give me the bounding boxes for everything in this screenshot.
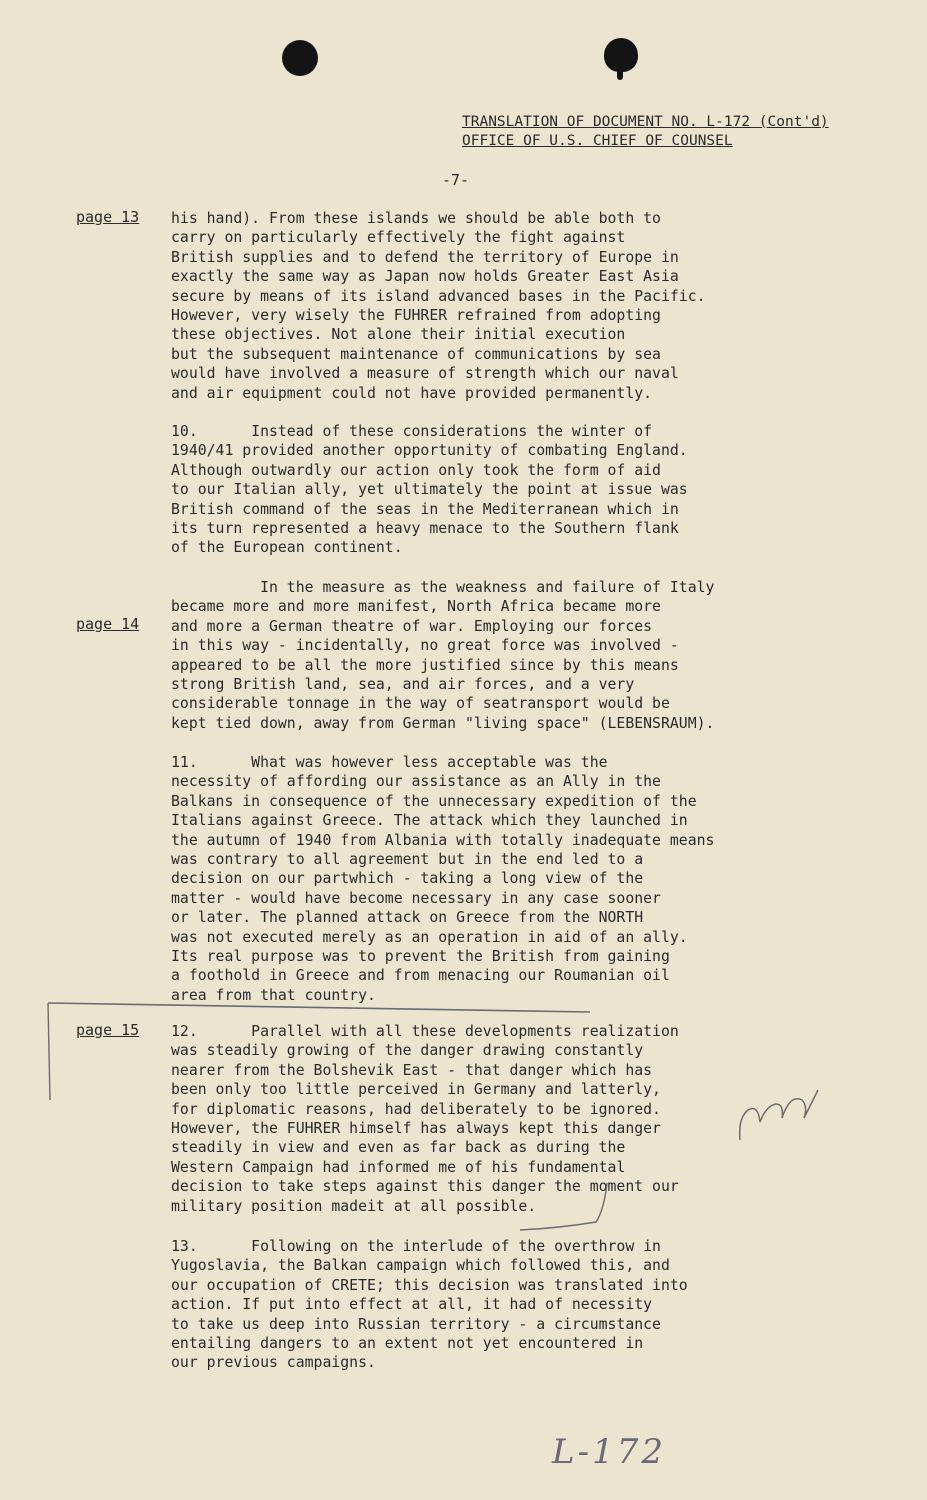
margin-ref-page-14: page 14 [76,615,140,633]
paragraph-10-continued: In the measure as the weakness and failure of Italy became more and more manifest, North Africa became more and more a German theatre of war. Employing our forces in this way - incidentally, no great force was involved - appeared to be all the more justified since by this means strong British land, sea, and air forces, and a very considerable tonnage in the way of seatransport would be kept tied down, away from German "living space" (LEBENSRAUM). [171,579,715,732]
margin-ref-page-13: page 13 [76,208,140,226]
margin-ref-page-15: page 15 [76,1021,140,1039]
paragraph-10: 10. Instead of these considerations the winter of 1940/41 provided another opportunity of combating England. Although outwardly our action only took the form of aid to our Italian ally, yet ultimately the point at issue was British command of the seas in the Mediterranean which in its turn represented a heavy menace to the Southern flank of the European continent. [171,423,688,557]
handwritten-document-number: L-172 [552,1432,666,1472]
paragraph-11: 11. What was however less acceptable was the necessity of affording our assistance as an Ally in the Balkans in consequence of the unnecessary expedition of the Italians against Greece. The attack which they launched in the autumn of 1940 from Albania with totally inadequate means was contrary to all agreement but in the end led to a decision on our partwhich - taking a long view of the matter - would have become necessary in any case sooner or later. The planned attack on Greece from the NORTH was not executed merely as an operation in aid of an ally. Its real purpose was to prevent the British from gaining a foothold in Greece and from menacing our Roumanian oil area from that country. [171,754,715,1004]
header-office-line: OFFICE OF U.S. CHIEF OF COUNSEL [462,133,733,149]
page-number: -7- [442,171,470,189]
paragraph-13: 13. Following on the interlude of the overthrow in Yugoslavia, the Balkan campaign which followed this, and our occupation of CRETE; this decision was translated into action. If put into effect at all, it had of necessity to take us deep into Russian territory - a circumstance entailing dangers to an extent not yet encountered in our previous campaigns. [171,1238,688,1372]
paragraph-intro: his hand). From these islands we should be able both to carry on particularly effectively the fight against British supplies and to defend the territory of Europe in exactly the same way as Japan now holds Greater East Asia secure by means of its island advanced bases in the Pacific. However, very wisely the FUHRER refrained from adopting these objectives. Not alone their initial execution but the subsequent maintenance of communications by sea would have involved a measure of strength which our naval and air equipment could not have provided permanently. [171,210,706,402]
header-translation-line: TRANSLATION OF DOCUMENT NO. L-172 (Cont'd) [462,114,829,130]
paragraph-12: 12. Parallel with all these developments realization was steadily growing of the danger drawing constantly nearer from the Bolshevik East - that danger which has been only too little perceived in Germany and latterly, for diplomatic reasons, had deliberately to be ignored. However, the FUHRER himself has always kept this danger steadily in view and even as far back as during the Western Campaign had informed me of his fundamental decision to take steps against this danger the moment our military position madeit at all possible. [171,1023,679,1215]
